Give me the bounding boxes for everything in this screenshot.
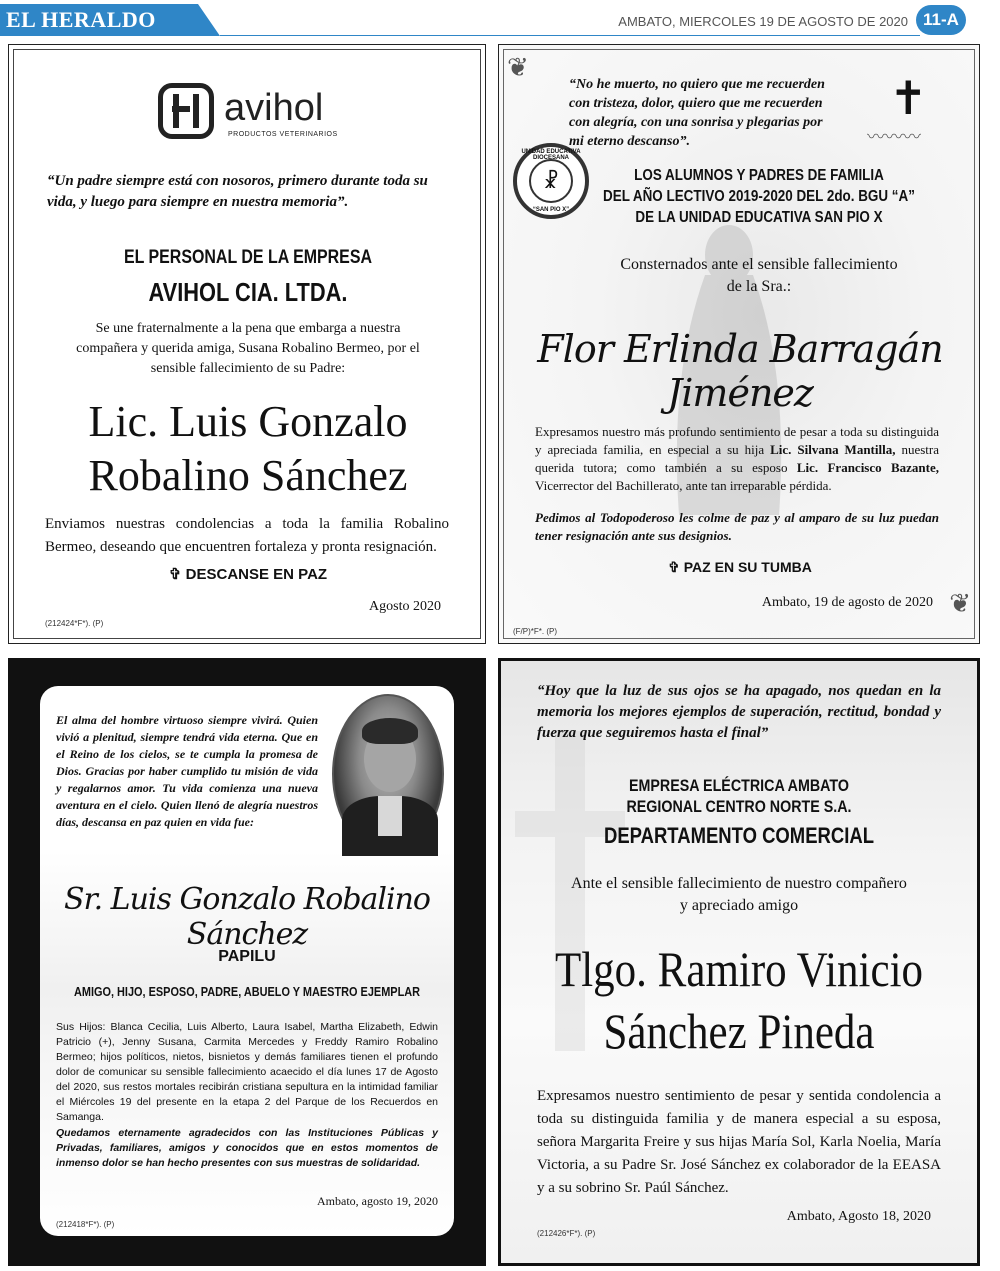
ad-code: (212426*F*). (P) (537, 1229, 596, 1238)
header-line-1: LOS ALUMNOS Y PADRES DE FAMILIA (634, 167, 884, 184)
ad-code: (212418*F*). (P) (56, 1220, 115, 1229)
deceased-name-line2: Sánchez Pineda (603, 1003, 875, 1059)
company-line-1: EMPRESA ELÉCTRICA AMBATO (628, 776, 850, 795)
nickname: PAPILU (218, 948, 276, 965)
quote: “Hoy que la luz de sus ojos se ha apagado, nos quedan en la memoria los mejores ejemplos de superación, rectitud, bondad y fuerza que seguiremos hasta el final” (537, 683, 941, 741)
deceased-name-line1: Lic. Luis Gonzalo (88, 397, 408, 446)
newspaper-name: EL HERALDO (6, 7, 156, 32)
logo-wordmark: avihol (224, 87, 324, 129)
thanks-paragraph: Quedamos eternamente agradecidos con las Instituciones Públicas y Privadas, familiares, amigos y conocidos que en estos momentos de inmenso dolor se han hecho presentes con sus muestras de solidaridad. (56, 1127, 438, 1169)
cross-base-flourish-icon: 〰〰〰 (867, 127, 921, 148)
husband-name: Lic. Francisco Bazante, (796, 460, 939, 475)
obituary-notice-family (8, 658, 486, 1266)
deceased-name: Sr. Luis Gonzalo Robalino Sánchez (64, 882, 430, 952)
company-line-2: REGIONAL CENTRO NORTE S.A. (626, 797, 852, 816)
obituary-notice-eeasa (498, 658, 980, 1266)
seal-top-text: UNIDAD EDUCATIVA DIOCESANA (521, 149, 581, 161)
masthead (0, 0, 1000, 40)
obituary-notice-avihol (8, 44, 486, 644)
header-rule (220, 35, 920, 36)
ad-code: (F/P)*F*. (P) (513, 627, 557, 636)
school-seal (513, 143, 589, 219)
quote: “Un padre siempre está con nosoros, primero durante toda su vida, y luego para siempre en nuestra memoria”. (47, 173, 428, 210)
seal-bottom-text: “SAN PIO X” (532, 207, 570, 213)
intro-line-1: Ante el sensible fallecimiento de nuestro compañero (571, 875, 907, 892)
rest-in-peace: ✞ DESCANSE EN PAZ (168, 566, 328, 583)
obituary-notice-san-pio (498, 44, 980, 644)
corner-flourish-icon: ❦ (507, 53, 529, 83)
deceased-name: Flor Erlinda Barragán Jiménez (537, 327, 943, 415)
notice-date: Ambato, 19 de agosto de 2020 (761, 595, 933, 610)
daughter-name: Lic. Silvana Mantilla, (770, 442, 896, 457)
notice-date: Agosto 2020 (369, 599, 441, 614)
intro-line-2: de la Sra.: (726, 278, 792, 295)
corner-flourish-icon: ❦ (949, 589, 971, 619)
staff-heading: EL PERSONAL DE LA EMPRESA (123, 247, 373, 268)
cross-icon: ✝ (889, 71, 928, 125)
intro-line-1: Consternados ante el sensible fallecimiento (620, 256, 898, 273)
department-name: DEPARTAMENTO COMERCIAL (603, 823, 875, 848)
notice-date: Ambato, agosto 19, 2020 (317, 1194, 438, 1208)
family-announcement: Sus Hijos: Blanca Cecilia, Luis Alberto, Laura Isabel, Martha Elizabeth, Edwin Patricio (+), Jenny Susana, Carmita Mercedes y Freddy Ramiro Robalino Bermeo; hijos políticos, nietos, bisnietos y demás familiares tienen el profundo dolor de comunicar su sensible fallecimiento acaecido el día lunes 17 de Agosto del 2020, sus restos mortales recibirán cristiana sepultura en la intimidad familiar el Miércoles 19 del presente en la etapa 2 del Parque de los Recuerdos en Samanga. (56, 1021, 438, 1123)
intro-line-2: y apreciado amigo (679, 897, 799, 914)
ad-code: (212424*F*). (P) (45, 619, 104, 628)
condolence-message: Expresamos nuestro sentimiento de pesar y sentida condolencia a toda su distinguida familia y de manera especial a su esposa, señora Margarita Freire y sus hijas María Sol, Karla Noelia, María Victoria, a su Padre Sr. José Sánchez ex colaborador de la EEASA y a su sobrino Sr. Paúl Sánchez. (537, 1088, 941, 1196)
prayer-paragraph: Pedimos al Todopoderoso les colme de paz y al amparo de su luz puedan tener resignación ante sus designios. (535, 510, 939, 543)
deceased-portrait (332, 694, 444, 854)
quote: “No he muerto, no quiero que me recuerden con tristeza, dolor, quiero que me recuerden con alegría, con una sonrisa y plegarias por mi eterno descanso”. (569, 77, 825, 149)
chi-rho-icon: ☧ (529, 159, 573, 203)
header-line-2: DEL AÑO LECTIVO 2019-2020 DEL 2do. BGU “A” (603, 188, 915, 205)
deceased-name-line2: Robalino Sánchez (88, 451, 408, 500)
rest-in-peace: ✞ PAZ EN SU TUMBA (668, 559, 812, 575)
issue-date: AMBATO, MIERCOLES 19 DE AGOSTO DE 2020 (618, 14, 908, 29)
logo-tagline: PRODUCTOS VETERINARIOS (228, 131, 338, 138)
notice-card (40, 686, 454, 1236)
page-number-badge: 11-A (916, 5, 966, 35)
condolence-message: Enviamos nuestras condolencias a toda la familia Robalino Bermeo, deseando que encuentren fortaleza y pronta resignación. (45, 516, 449, 555)
avihol-logo (158, 83, 348, 145)
intro-quote: El alma del hombre virtuoso siempre vivirá. Quien vivió a plenitud, siempre tendrá vida eterna. Que en el Reino de los cielos, se te cumpla la promesa de Dios. Gracias por haber cumplido tu misión de vida y regalarnos amor. Tu vida comienza una nueva aventura en el cielo. Quien llenó de alegría nuestros días, descansa en paz quien en vida fue: (56, 713, 318, 829)
notice-date: Ambato, Agosto 18, 2020 (786, 1209, 931, 1224)
header-line-3: DE LA UNIDAD EDUCATIVA SAN PIO X (635, 209, 883, 226)
titles-line: AMIGO, HIJO, ESPOSO, PADRE, ABUELO Y MAESTRO EJEMPLAR (73, 984, 421, 999)
deceased-name-line1: Tlgo. Ramiro Vinicio (554, 941, 924, 997)
company-name: AVIHOL CIA. LTDA. (148, 277, 348, 307)
intro-text: Se une fraternalmente a la pena que embarga a nuestra compañera y querida amiga, Susana Robalino Bermeo, por el sensible fallecimiento de su Padre: (76, 321, 420, 376)
condolence-paragraph: Expresamos nuestro más profundo sentimiento de pesar a toda su distinguida y apreciada familia, en especial a su hija Lic. Silvana Mantilla, nuestra querida tutora; como también a su esposo Lic. Francisco Bazante, Vicerrector del Bachillerato, ante tan irreparable pérdida. (535, 424, 939, 493)
